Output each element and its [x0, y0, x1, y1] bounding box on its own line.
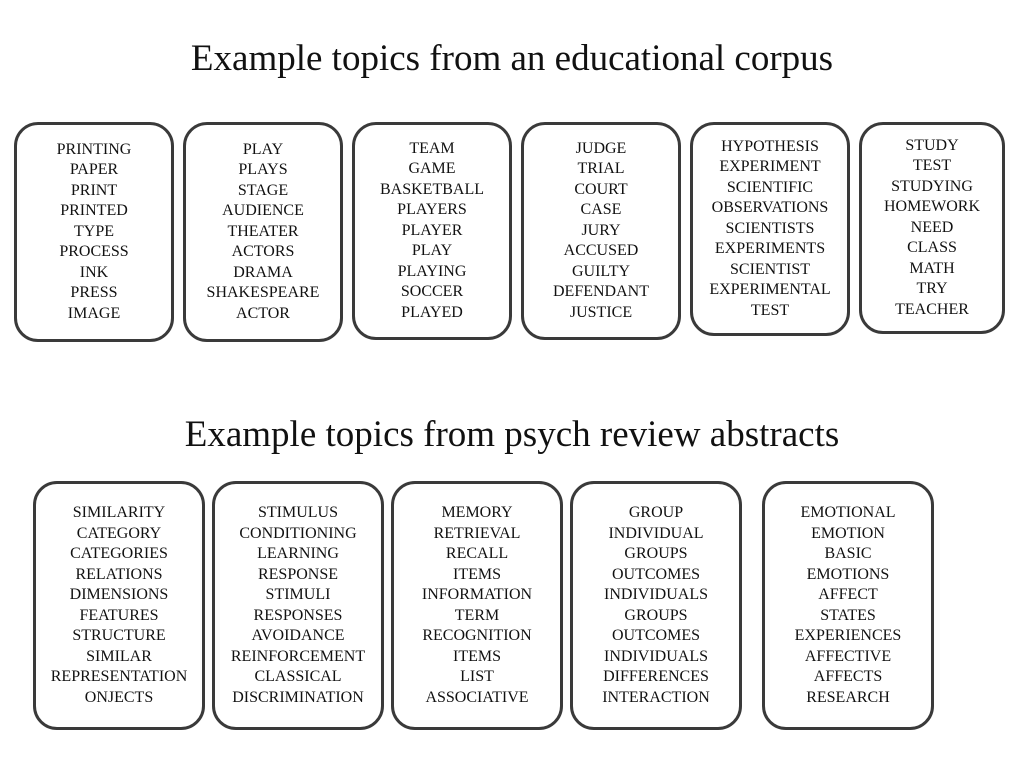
topic-word: GAME — [408, 160, 456, 178]
topic-word: AVOIDANCE — [251, 627, 345, 644]
topic-word: EXPERIMENTAL — [709, 281, 831, 299]
topic-word: JUSTICE — [569, 303, 633, 321]
topic-word: AFFECT — [818, 586, 878, 603]
topic-word: INDIVIDUALS — [604, 647, 708, 665]
educational-topic-box — [521, 122, 681, 340]
topic-word: EXPERIENCES — [794, 627, 902, 644]
topic-word: STRUCTURE — [72, 627, 166, 644]
topic-word: JURY — [581, 221, 621, 239]
topic-word: AFFECTIVE — [804, 647, 892, 665]
topic-word: MEMORY — [441, 504, 513, 521]
educational-corpus-title: Example topics from an educational corpus — [190, 38, 834, 79]
topic-word: OUTCOMES — [611, 627, 700, 644]
topic-word: STAGE — [237, 181, 289, 199]
psych-topic-box — [212, 481, 384, 730]
topic-word: RESEARCH — [806, 688, 890, 706]
educational-topic-box — [859, 122, 1005, 334]
topic-word: ACTOR — [236, 304, 290, 322]
topic-word: ITEMS — [453, 647, 501, 665]
topic-word: STATES — [820, 606, 876, 624]
psych-topic-box — [391, 481, 563, 730]
topic-word: INTERACTION — [602, 688, 710, 706]
topic-word: AUDIENCE — [222, 202, 304, 220]
topic-word: CASE — [580, 201, 622, 219]
topic-word: SIMILAR — [86, 647, 152, 665]
topic-word: TRY — [916, 280, 948, 298]
topic-word: INDIVIDUALS — [604, 586, 708, 603]
topic-word: MATH — [909, 259, 955, 277]
topic-word: HYPOTHESIS — [721, 137, 819, 155]
topic-word: PRINTED — [60, 202, 128, 220]
topic-word: RESPONSE — [257, 565, 339, 583]
topic-word: PRINT — [70, 181, 118, 199]
topic-word: ACCUSED — [563, 242, 639, 260]
topic-word: CONDITIONING — [239, 524, 357, 542]
topic-word: TEAM — [409, 139, 455, 157]
topic-word: PLAYING — [397, 262, 467, 280]
topic-word: DEFENDANT — [553, 283, 649, 301]
topic-word: STIMULI — [265, 586, 331, 603]
topic-word: THEATER — [227, 222, 299, 240]
topic-word: GROUPS — [624, 606, 688, 624]
topic-word: STUDYING — [891, 177, 973, 195]
topic-word: ACTORS — [231, 243, 295, 261]
topic-word: TRIAL — [577, 160, 625, 178]
topic-word: RETRIEVAL — [433, 524, 521, 542]
topic-word: BASIC — [824, 545, 872, 562]
educational-topic-box — [690, 122, 850, 336]
topic-word: STUDY — [905, 136, 959, 154]
topic-word: CLASS — [907, 239, 957, 257]
topic-word: ITEMS — [453, 565, 501, 583]
topic-word: PRINTING — [56, 140, 132, 158]
topic-word: SCIENTIST — [730, 260, 810, 278]
topic-word: PLAYER — [401, 221, 463, 239]
psych-topic-box — [762, 481, 934, 730]
topic-word: INDIVIDUAL — [608, 524, 704, 542]
topic-word: PROCESS — [59, 243, 129, 261]
topic-word: TEACHER — [895, 300, 969, 318]
topic-word: EMOTIONS — [806, 565, 890, 583]
topic-word: GUILTY — [571, 262, 631, 280]
psych-topic-box — [570, 481, 742, 730]
topic-word: FEATURES — [79, 606, 159, 624]
topic-word: SCIENTISTS — [725, 219, 815, 237]
topic-word: EMOTION — [811, 524, 885, 542]
topic-word: DRAMA — [233, 263, 293, 281]
topic-word: PRESS — [70, 284, 118, 302]
topic-word: DIFFERENCES — [603, 668, 709, 685]
topic-word: LIST — [460, 668, 494, 685]
topic-word: SIMILARITY — [72, 504, 166, 521]
topic-word: RECALL — [445, 545, 509, 562]
topic-word: RELATIONS — [75, 565, 163, 583]
topic-word: PLAYS — [238, 161, 288, 179]
topic-word: PAPER — [69, 161, 119, 179]
topic-word: DISCRIMINATION — [232, 688, 364, 706]
topic-word: ASSOCIATIVE — [425, 688, 529, 706]
topic-word: EXPERIMENT — [719, 158, 821, 176]
topic-word: OBSERVATIONS — [711, 199, 829, 217]
topic-word: RESPONSES — [253, 606, 343, 624]
topic-word: AFFECTS — [813, 668, 883, 685]
topic-word: SHAKESPEARE — [206, 284, 320, 302]
topic-word: REINFORCEMENT — [230, 647, 366, 665]
topic-word: TEST — [750, 301, 790, 319]
psych-review-title: Example topics from psych review abstracts — [184, 414, 840, 455]
topic-word: GROUP — [628, 504, 684, 521]
topic-word: PLAYED — [401, 303, 463, 321]
topic-word: GROUPS — [624, 545, 688, 562]
topic-word: RECOGNITION — [422, 627, 532, 644]
educational-topic-box — [183, 122, 343, 342]
topic-word: EXPERIMENTS — [714, 240, 826, 258]
topic-word: PLAY — [242, 140, 284, 158]
topic-word: PLAYERS — [397, 201, 467, 219]
topic-word: LEARNING — [257, 545, 339, 562]
topic-word: PLAY — [411, 242, 453, 260]
topic-word: OUTCOMES — [611, 565, 700, 583]
psych-topic-box — [33, 481, 205, 730]
educational-topic-box — [352, 122, 512, 340]
topic-word: BASKETBALL — [380, 180, 484, 198]
topic-word: HOMEWORK — [884, 198, 980, 216]
topic-word: NEED — [910, 218, 954, 236]
topic-word: IMAGE — [67, 304, 121, 322]
topic-word: SCIENTIFIC — [726, 178, 814, 196]
topic-word: ONJECTS — [84, 688, 154, 706]
topic-word: DIMENSIONS — [69, 586, 169, 603]
educational-topic-box — [14, 122, 174, 342]
topic-word: EMOTIONAL — [800, 504, 896, 521]
topic-word: TERM — [454, 606, 500, 624]
topic-word: INK — [79, 263, 109, 281]
topic-word: STIMULUS — [257, 504, 338, 521]
topic-word: CATEGORIES — [70, 545, 168, 562]
topic-word: REPRESENTATION — [50, 668, 188, 685]
topic-word: TEST — [912, 157, 952, 175]
topic-word: INFORMATION — [421, 586, 533, 603]
topic-word: COURT — [574, 180, 628, 198]
topic-word: CATEGORY — [76, 524, 162, 542]
topic-word: SOCCER — [400, 283, 464, 301]
topic-word: TYPE — [74, 222, 114, 240]
topic-word: CLASSICAL — [254, 668, 342, 685]
topic-word: JUDGE — [575, 139, 627, 157]
